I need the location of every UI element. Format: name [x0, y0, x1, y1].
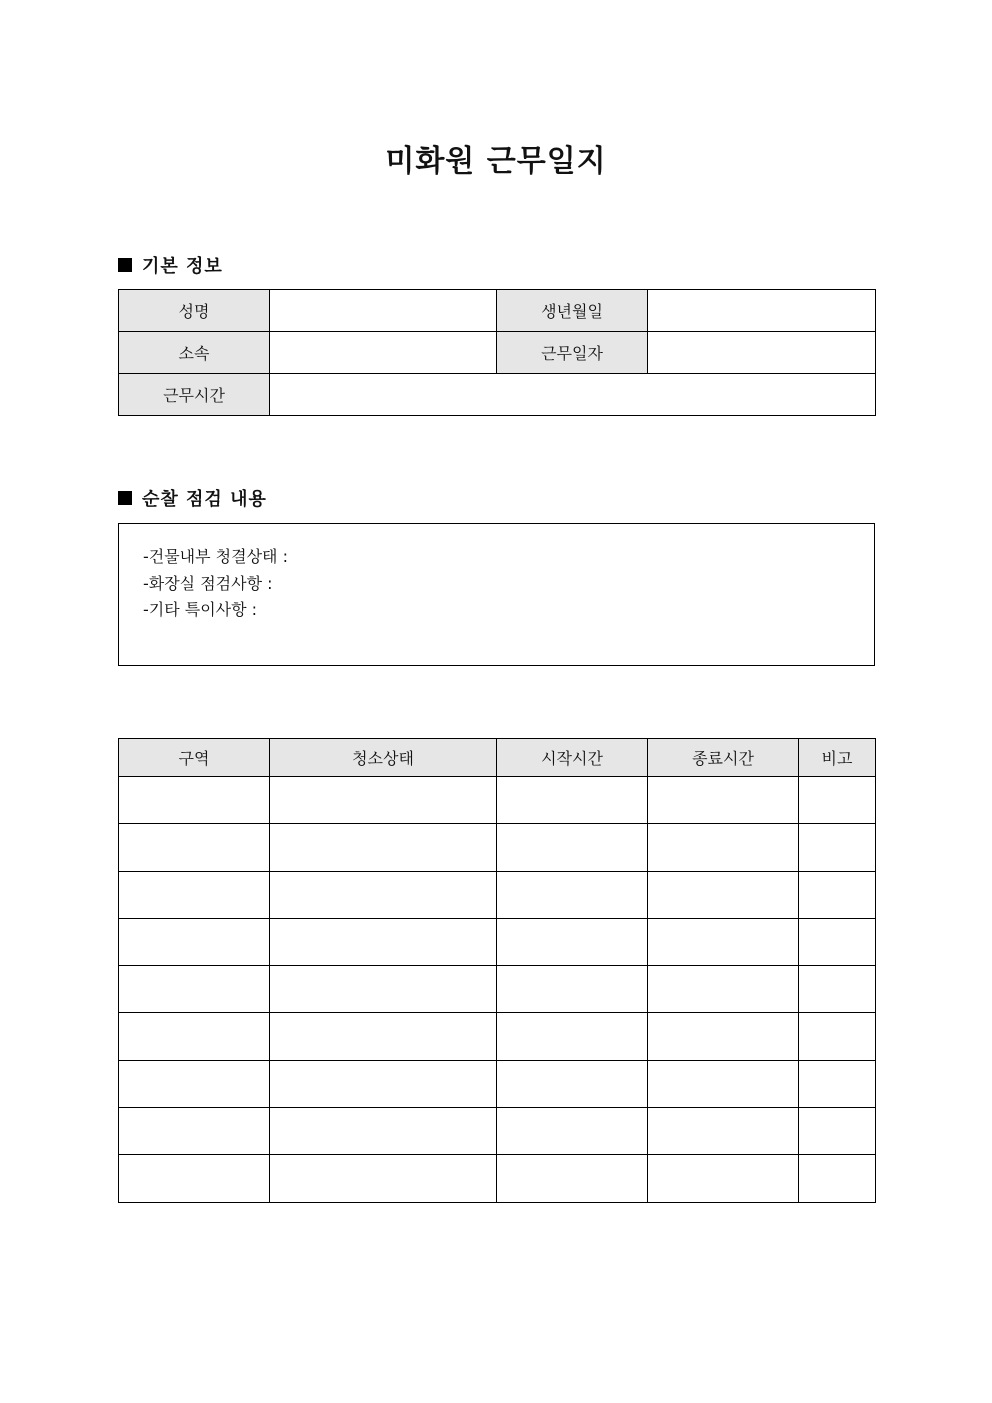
table-row: [119, 1060, 876, 1107]
remarks-cell[interactable]: [799, 777, 876, 824]
area-cell[interactable]: [119, 1108, 270, 1155]
remarks-cell[interactable]: [799, 1108, 876, 1155]
table-row: [119, 871, 876, 918]
start-time-cell[interactable]: [497, 1108, 648, 1155]
remarks-cell[interactable]: [799, 966, 876, 1013]
end-time-cell[interactable]: [648, 777, 799, 824]
basic-info-row: [119, 374, 876, 416]
name-label: 성명: [119, 290, 270, 332]
area-cell[interactable]: [119, 918, 270, 965]
patrol-line-building-cleanliness: -건물내부 청결상태 :: [143, 547, 288, 566]
start-time-cell[interactable]: [497, 1155, 648, 1202]
work-date-field[interactable]: [648, 332, 876, 374]
end-time-cell[interactable]: [648, 966, 799, 1013]
patrol-heading-text: 순찰 점검 내용: [142, 489, 267, 510]
basic-info-row: [119, 332, 876, 374]
area-cell[interactable]: [119, 1013, 270, 1060]
patrol-heading: [118, 485, 267, 511]
start-time-cell[interactable]: [497, 966, 648, 1013]
end-time-cell[interactable]: [648, 1060, 799, 1107]
end-time-cell[interactable]: [648, 1155, 799, 1202]
name-field[interactable]: [270, 290, 497, 332]
remarks-cell[interactable]: [799, 918, 876, 965]
cleaning-log-body: [119, 777, 876, 1203]
start-time-cell[interactable]: [497, 871, 648, 918]
patrol-notes-lines: [143, 544, 288, 624]
basic-info-heading-text: 기본 정보: [142, 256, 223, 277]
area-cell[interactable]: [119, 824, 270, 871]
start-time-cell[interactable]: [497, 1013, 648, 1060]
cleaning-status-cell[interactable]: [270, 1060, 497, 1107]
table-row: [119, 1108, 876, 1155]
remarks-cell[interactable]: [799, 1155, 876, 1202]
start-time-cell[interactable]: [497, 1060, 648, 1107]
start-time-cell[interactable]: [497, 777, 648, 824]
end-time-cell[interactable]: [648, 824, 799, 871]
table-row: [119, 824, 876, 871]
cleaning-status-cell[interactable]: [270, 918, 497, 965]
area-cell[interactable]: [119, 966, 270, 1013]
area-cell[interactable]: [119, 1155, 270, 1202]
square-bullet-icon: [118, 258, 132, 272]
end-time-cell[interactable]: [648, 1108, 799, 1155]
department-field[interactable]: [270, 332, 497, 374]
cleaning-status-cell[interactable]: [270, 966, 497, 1013]
patrol-line-other-notes: -기타 특이사항 :: [143, 600, 258, 619]
table-row: [119, 966, 876, 1013]
cleaning-log-header-row: [119, 739, 876, 777]
end-time-cell[interactable]: [648, 1013, 799, 1060]
work-hours-field[interactable]: [270, 374, 876, 416]
table-row: [119, 918, 876, 965]
area-cell[interactable]: [119, 1060, 270, 1107]
column-header-cleaning-status: 청소상태: [270, 739, 497, 777]
remarks-cell[interactable]: [799, 1060, 876, 1107]
end-time-cell[interactable]: [648, 918, 799, 965]
remarks-cell[interactable]: [799, 1013, 876, 1060]
document-title: 미화원 근무일지: [385, 144, 607, 179]
end-time-cell[interactable]: [648, 871, 799, 918]
work-date-label: 근무일자: [497, 332, 648, 374]
table-row: [119, 1155, 876, 1202]
cleaning-status-cell[interactable]: [270, 777, 497, 824]
square-bullet-icon: [118, 491, 132, 505]
column-header-remarks: 비고: [799, 739, 876, 777]
birthdate-field[interactable]: [648, 290, 876, 332]
cleaning-status-cell[interactable]: [270, 1155, 497, 1202]
column-header-area: 구역: [119, 739, 270, 777]
department-label: 소속: [119, 332, 270, 374]
start-time-cell[interactable]: [497, 918, 648, 965]
start-time-cell[interactable]: [497, 824, 648, 871]
table-row: [119, 777, 876, 824]
area-cell[interactable]: [119, 871, 270, 918]
area-cell[interactable]: [119, 777, 270, 824]
basic-info-row: [119, 290, 876, 332]
work-hours-label: 근무시간: [119, 374, 270, 416]
remarks-cell[interactable]: [799, 871, 876, 918]
table-row: [119, 1013, 876, 1060]
column-header-end-time: 종료시간: [648, 739, 799, 777]
patrol-line-restroom-check: -화장실 점검사항 :: [143, 573, 273, 593]
cleaning-status-cell[interactable]: [270, 871, 497, 918]
birthdate-label: 생년월일: [497, 290, 648, 332]
basic-info-table: [118, 289, 876, 416]
cleaning-status-cell[interactable]: [270, 1013, 497, 1060]
cleaning-status-cell[interactable]: [270, 1108, 497, 1155]
column-header-start-time: 시작시간: [497, 739, 648, 777]
patrol-notes-box[interactable]: [118, 523, 875, 666]
basic-info-heading: [118, 252, 223, 278]
cleaning-status-cell[interactable]: [270, 824, 497, 871]
cleaning-log-table: [118, 738, 876, 1203]
remarks-cell[interactable]: [799, 824, 876, 871]
